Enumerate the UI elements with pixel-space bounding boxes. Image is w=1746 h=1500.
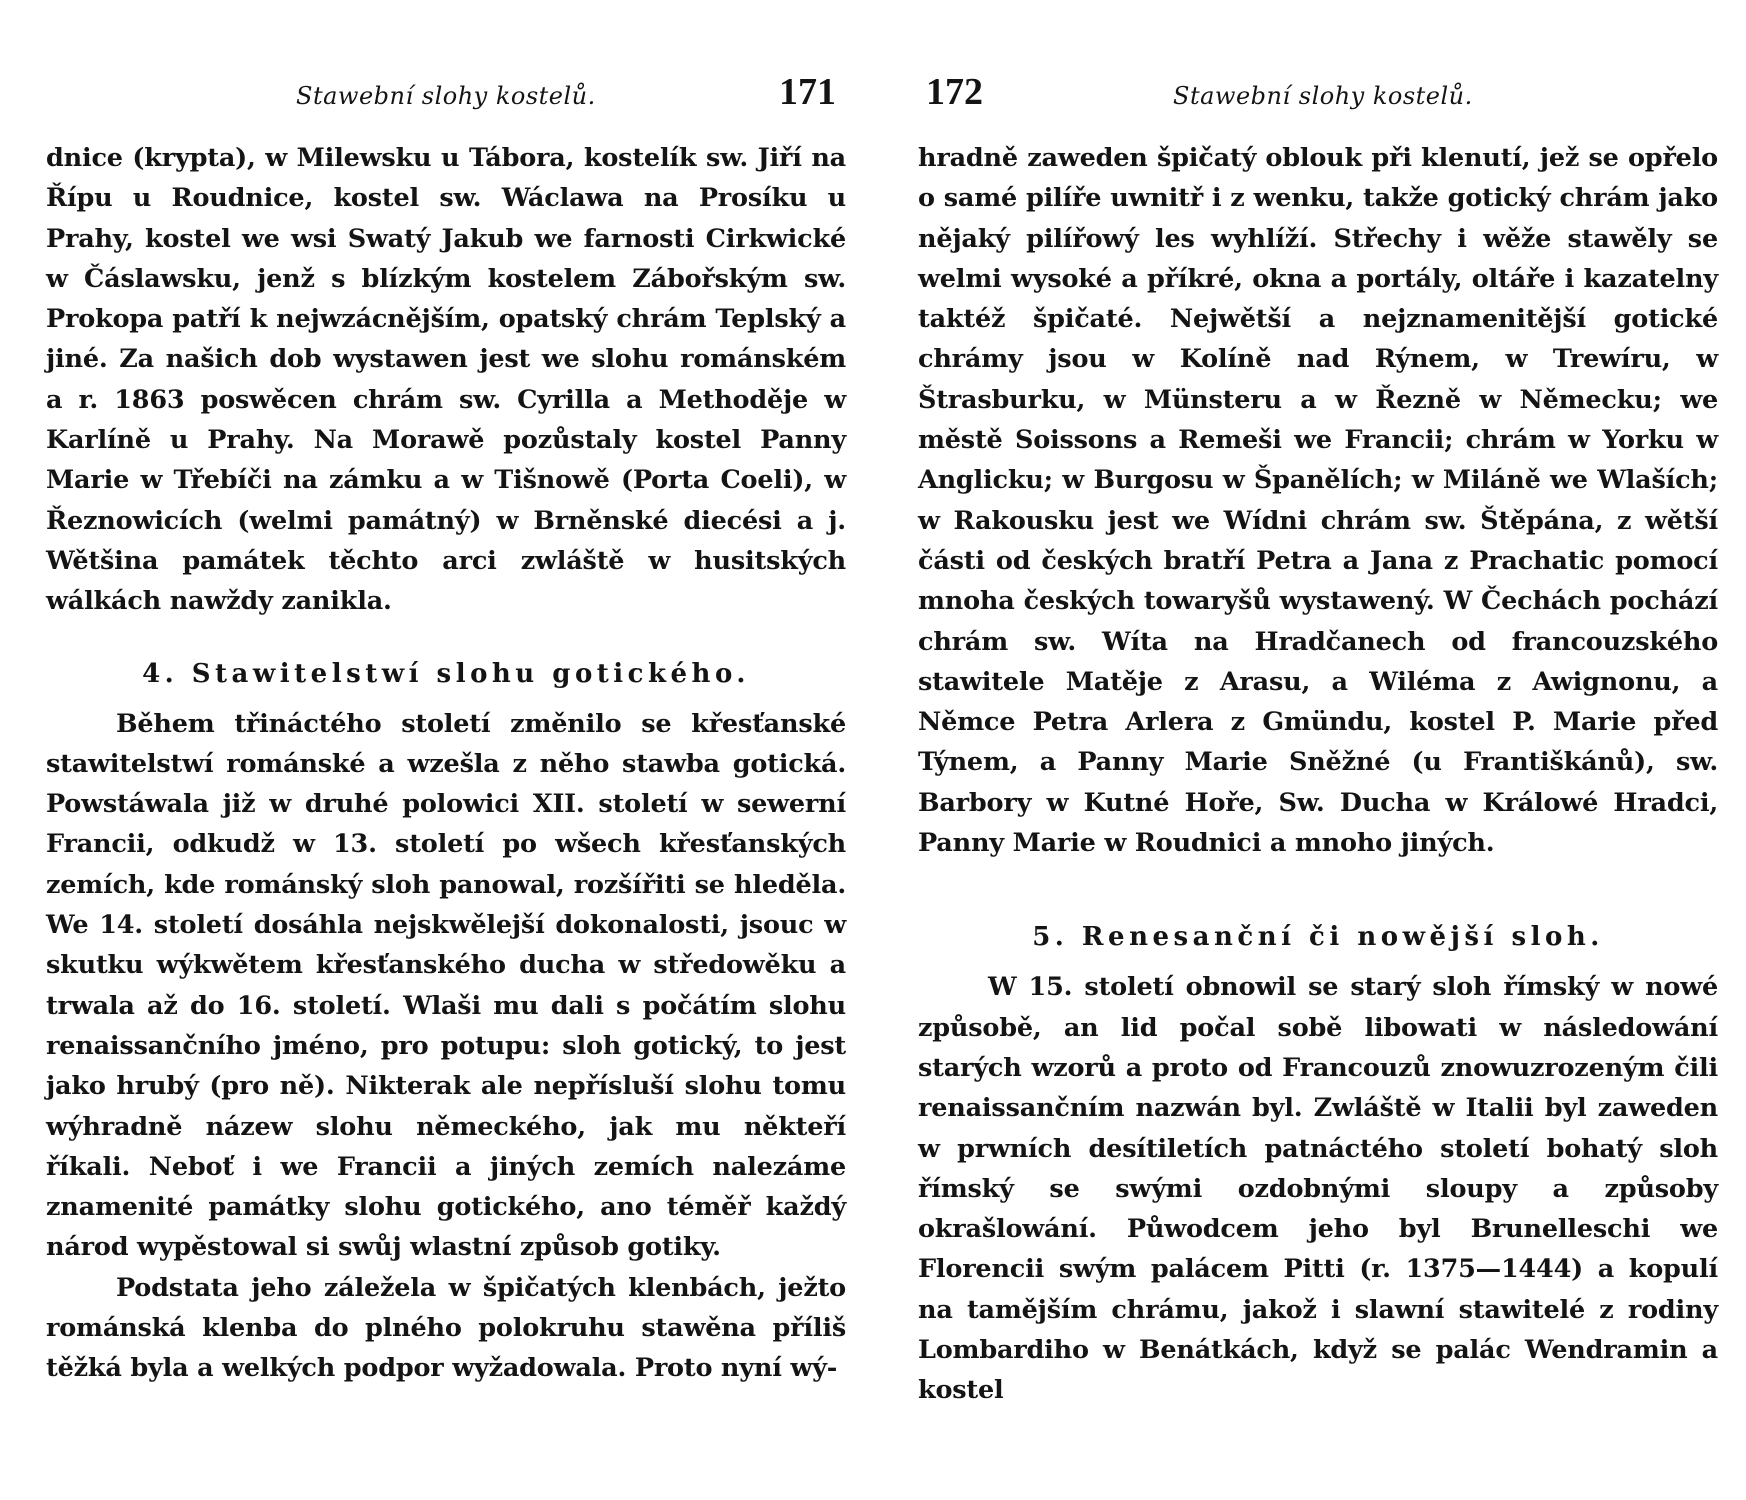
paragraph: W 15. století obnowil se starý sloh římský w nowé způsobě, an lid počal sobě libowati w následowání starých wzorů a proto od Francouzů znowuzrozeným čili renaissančním nazwán byl. Zwláště w Italii byl zaweden w prwních desítiletích patnáctého století bohatý sloh římský se swými ozdobnými sloupy a způsoby okrašlowání. Půwodcem jeho byl Brunelleschi we Florencii swým palácem Pitti (r. 1375—1444) a kopulí na tamějším chrámu, jakož i slawní stawitelé z rodiny Lombardiho w Benátkách, když se palác Wendramin a kostel [918,972,1718,1406]
section-heading: 5. Renesanční či nowější sloh. [1032,922,1604,953]
section-heading: 4. Stawitelstwí slohu gotického. [142,658,750,689]
left-page [46,0,846,1500]
paragraph: dnice (krypta), w Milewsku u Tábora, kostelík sw. Jiří na Řípu u Roudnice, kostel sw. Wáclawa na Prosíku u Prahy, kostel we wsi Swatý Jakub we farnosti Cirkwické w Čáslawsku, jenž s blízkým kostelem Zábořským sw. Prokopa patří k nejwzácnějším, opatský chrám Teplský a jiné. Za našich dob wystawen jest we slohu románském a r. 1863 poswěcen chrám sw. Cyrilla a Methoděje w Karlíně u Prahy. Na Morawě pozůstaly kostel Panny Marie w Třebíči na zámku a w Tišnowě (Porta Coeli), w Řeznowicích (welmi památný) w Brněnské diecési a j. Wětšina památek těchto arci zwláště w husitských wálkách nawždy zanikla. [46,143,846,617]
paragraph: hradně zaweden špičatý oblouk při klenutí, jež se opřelo o samé pilíře uwnitř i z wenku, takže gotický chrám jako nějaký pilířowý les wyhlíží. Střechy i wěže stawěly se welmi wysoké a příkré, okna a portály, oltáře i kazatelny taktéž špičaté. Nejwětší a nejznamenitější gotické chrámy jsou w Kolíně nad Rýnem, w Trewíru, w Štrasburku, w Münsteru a w Řezně w Německu; we městě Soissons a Remeši we Francii; chrám w Yorku w Anglicku; w Burgosu w Španělích; w Miláně we Wlaších; w Rakousku jest we Wídni chrám sw. Štěpána, z wětší části od českých bratří Petra a Jana z Prachatic pomocí mnoha českých towaryšů wystawený. W Čechách pochází chrám sw. Wíta na Hradčanech od francouzského stawitele Matěje z Arasu, a Wiléma z Awignonu, a Němce Petra Arlera z Gmündu, kostel P. Marie před Týnem, a Panny Marie Sněžné (u Františkánů), sw. Barbory w Kutné Hoře, Sw. Ducha w Králowé Hradci, Panny Marie w Roudnici a mnoho jiných. [918,143,1718,859]
page-number: 171 [779,71,836,113]
right-page [918,0,1718,1500]
right-page-header [918,70,1718,118]
running-title: Stawební slohy kostelů. [1173,82,1473,110]
page-number: 172 [926,71,983,113]
paragraph: Během třináctého století změnilo se křesťanské stawitelstwí románské a wzešla z něho stawba gotická. Powstáwala již w druhé polowici XII. století w sewerní Francii, odkudž w 13. století po wšech křesťanských zemích, kde románský sloh panowal, rozšířiti se hleděla. We 14. století dosáhla nejskwělejší dokonalosti, jsouc w skutku wýkwětem křesťanského ducha w středowěku a trwala až do 16. století. Wlaši mu dali s počátím slohu renaissančního jméno, pro potupu: sloh gotický, to jest jako hrubý (pro ně). Nikterak ale nepřísluší slohu tomu wýhradně názew slohu německého, jak mu někteří říkali. Neboť i we Francii a jiných zemích nalezáme znamenité památky slohu gotického, ano téměř každý národ wypěstowal si swůj wlastní způsob gotiky. [46,708,846,1263]
left-page-header [46,70,846,118]
left-page-body [46,138,846,1389]
right-page-body [918,138,1718,1411]
running-title: Stawební slohy kostelů. [296,82,596,110]
paragraph: Podstata jeho záležela w špičatých klenbách, ježto románská klenba do plného polokruhu stawěna příliš těžká byla a welkých podpor wyžadowala. Proto nyní wý- [46,1272,846,1384]
